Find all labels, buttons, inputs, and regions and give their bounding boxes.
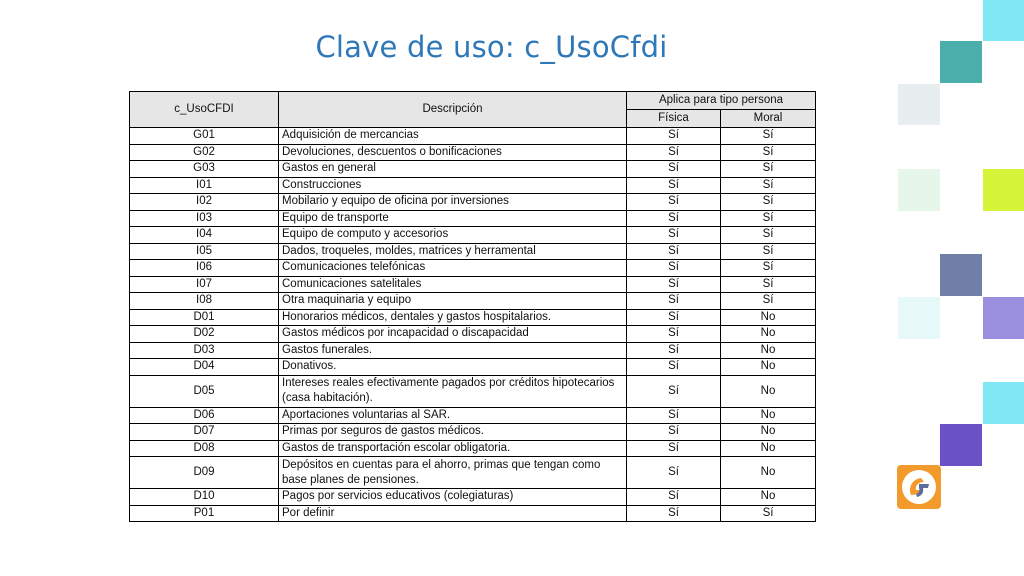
row-moral: Sí (721, 276, 816, 293)
row-code: D01 (130, 309, 279, 326)
decor-square (898, 169, 940, 211)
table-row (130, 505, 816, 522)
row-fisica: Sí (627, 326, 721, 343)
row-fisica: Sí (627, 293, 721, 310)
row-code: G02 (130, 144, 279, 161)
row-moral: No (721, 407, 816, 424)
decor-square (898, 84, 940, 125)
logo-inner (902, 470, 936, 504)
decor-square (983, 382, 1024, 424)
row-fisica: Sí (627, 489, 721, 506)
row-code: I06 (130, 260, 279, 277)
row-code: D07 (130, 424, 279, 441)
table-row (130, 309, 816, 326)
slide-title: Clave de uso: c_UsoCfdi (315, 30, 668, 64)
row-code: D08 (130, 440, 279, 457)
row-code: I08 (130, 293, 279, 310)
row-fisica: Sí (627, 243, 721, 260)
decor-square (983, 297, 1024, 339)
row-description: Comunicaciones satelitales (279, 276, 627, 293)
table-row (130, 144, 816, 161)
row-moral: Sí (721, 194, 816, 211)
row-moral: No (721, 309, 816, 326)
table-row (130, 177, 816, 194)
row-fisica: Sí (627, 194, 721, 211)
row-fisica: Sí (627, 342, 721, 359)
row-fisica: Sí (627, 505, 721, 522)
row-code: I05 (130, 243, 279, 260)
row-moral: Sí (721, 260, 816, 277)
row-moral: Sí (721, 161, 816, 178)
logo-mark-icon (902, 470, 936, 504)
row-fisica: Sí (627, 276, 721, 293)
row-description: Donativos. (279, 359, 627, 376)
decor-square (898, 297, 940, 339)
decor-square (940, 254, 982, 296)
table-row (130, 194, 816, 211)
row-description: Gastos de transportación escolar obligatoria. (279, 440, 627, 457)
row-moral: No (721, 375, 816, 407)
table-row (130, 440, 816, 457)
row-code: I01 (130, 177, 279, 194)
row-moral: No (721, 326, 816, 343)
row-description: Por definir (279, 505, 627, 522)
row-moral: Sí (721, 177, 816, 194)
table-row (130, 326, 816, 343)
row-code: D06 (130, 407, 279, 424)
decor-square (983, 0, 1024, 41)
row-code: D04 (130, 359, 279, 376)
row-description: Adquisición de mercancias (279, 128, 627, 145)
table-row (130, 457, 816, 489)
row-moral: Sí (721, 505, 816, 522)
table-row (130, 260, 816, 277)
decor-square (983, 169, 1024, 211)
table-row (130, 243, 816, 260)
row-moral: No (721, 359, 816, 376)
row-code: I04 (130, 227, 279, 244)
row-description: Devoluciones, descuentos o bonificaciones (279, 144, 627, 161)
row-fisica: Sí (627, 128, 721, 145)
row-code: P01 (130, 505, 279, 522)
row-description: Otra maquinaria y equipo (279, 293, 627, 310)
table-body (130, 128, 816, 522)
row-description: Pagos por servicios educativos (colegiaturas) (279, 489, 627, 506)
row-moral: No (721, 424, 816, 441)
row-code: I07 (130, 276, 279, 293)
table-row (130, 161, 816, 178)
row-fisica: Sí (627, 260, 721, 277)
row-fisica: Sí (627, 359, 721, 376)
row-description: Depósitos en cuentas para el ahorro, primas que tengan como base planes de pensiones. (279, 457, 627, 489)
table-row (130, 227, 816, 244)
row-description: Mobilario y equipo de oficina por inversiones (279, 194, 627, 211)
row-fisica: Sí (627, 424, 721, 441)
row-description: Gastos funerales. (279, 342, 627, 359)
row-description: Equipo de transporte (279, 210, 627, 227)
row-fisica: Sí (627, 227, 721, 244)
row-fisica: Sí (627, 144, 721, 161)
row-description: Comunicaciones telefónicas (279, 260, 627, 277)
table-row (130, 342, 816, 359)
row-moral: Sí (721, 293, 816, 310)
logo-icon (897, 465, 941, 509)
uso-cfdi-table (129, 91, 816, 522)
row-fisica: Sí (627, 407, 721, 424)
row-moral: Sí (721, 243, 816, 260)
row-moral: No (721, 457, 816, 489)
header-fisica: Física (627, 110, 721, 128)
row-moral: Sí (721, 227, 816, 244)
row-description: Equipo de computo y accesorios (279, 227, 627, 244)
row-description: Gastos médicos por incapacidad o discapacidad (279, 326, 627, 343)
header-moral: Moral (721, 110, 816, 128)
table-row (130, 293, 816, 310)
decor-square (940, 41, 982, 83)
row-code: I03 (130, 210, 279, 227)
row-moral: Sí (721, 128, 816, 145)
header-applies: Aplica para tipo persona (627, 92, 816, 110)
row-description: Gastos en general (279, 161, 627, 178)
row-fisica: Sí (627, 457, 721, 489)
table-row (130, 276, 816, 293)
table-row (130, 489, 816, 506)
table-row (130, 359, 816, 376)
header-code: c_UsoCFDI (130, 92, 279, 128)
row-fisica: Sí (627, 440, 721, 457)
table-row (130, 424, 816, 441)
header-description: Descripción (279, 92, 627, 128)
row-moral: No (721, 489, 816, 506)
table-row (130, 407, 816, 424)
table-row (130, 375, 816, 407)
uso-cfdi-table-container (129, 91, 815, 522)
row-fisica: Sí (627, 161, 721, 178)
row-code: D02 (130, 326, 279, 343)
row-moral: No (721, 342, 816, 359)
row-description: Aportaciones voluntarias al SAR. (279, 407, 627, 424)
row-fisica: Sí (627, 177, 721, 194)
row-code: G03 (130, 161, 279, 178)
row-description: Honorarios médicos, dentales y gastos hospitalarios. (279, 309, 627, 326)
row-description: Dados, troqueles, moldes, matrices y herramental (279, 243, 627, 260)
row-code: D05 (130, 375, 279, 407)
row-fisica: Sí (627, 309, 721, 326)
row-fisica: Sí (627, 210, 721, 227)
row-code: D03 (130, 342, 279, 359)
row-fisica: Sí (627, 375, 721, 407)
row-code: D09 (130, 457, 279, 489)
row-code: I02 (130, 194, 279, 211)
row-description: Intereses reales efectivamente pagados por créditos hipotecarios (casa habitación). (279, 375, 627, 407)
row-moral: Sí (721, 144, 816, 161)
row-code: G01 (130, 128, 279, 145)
table-row (130, 210, 816, 227)
row-description: Construcciones (279, 177, 627, 194)
row-code: D10 (130, 489, 279, 506)
decor-square (940, 424, 982, 466)
row-moral: No (721, 440, 816, 457)
row-description: Primas por seguros de gastos médicos. (279, 424, 627, 441)
row-moral: Sí (721, 210, 816, 227)
table-row (130, 128, 816, 145)
